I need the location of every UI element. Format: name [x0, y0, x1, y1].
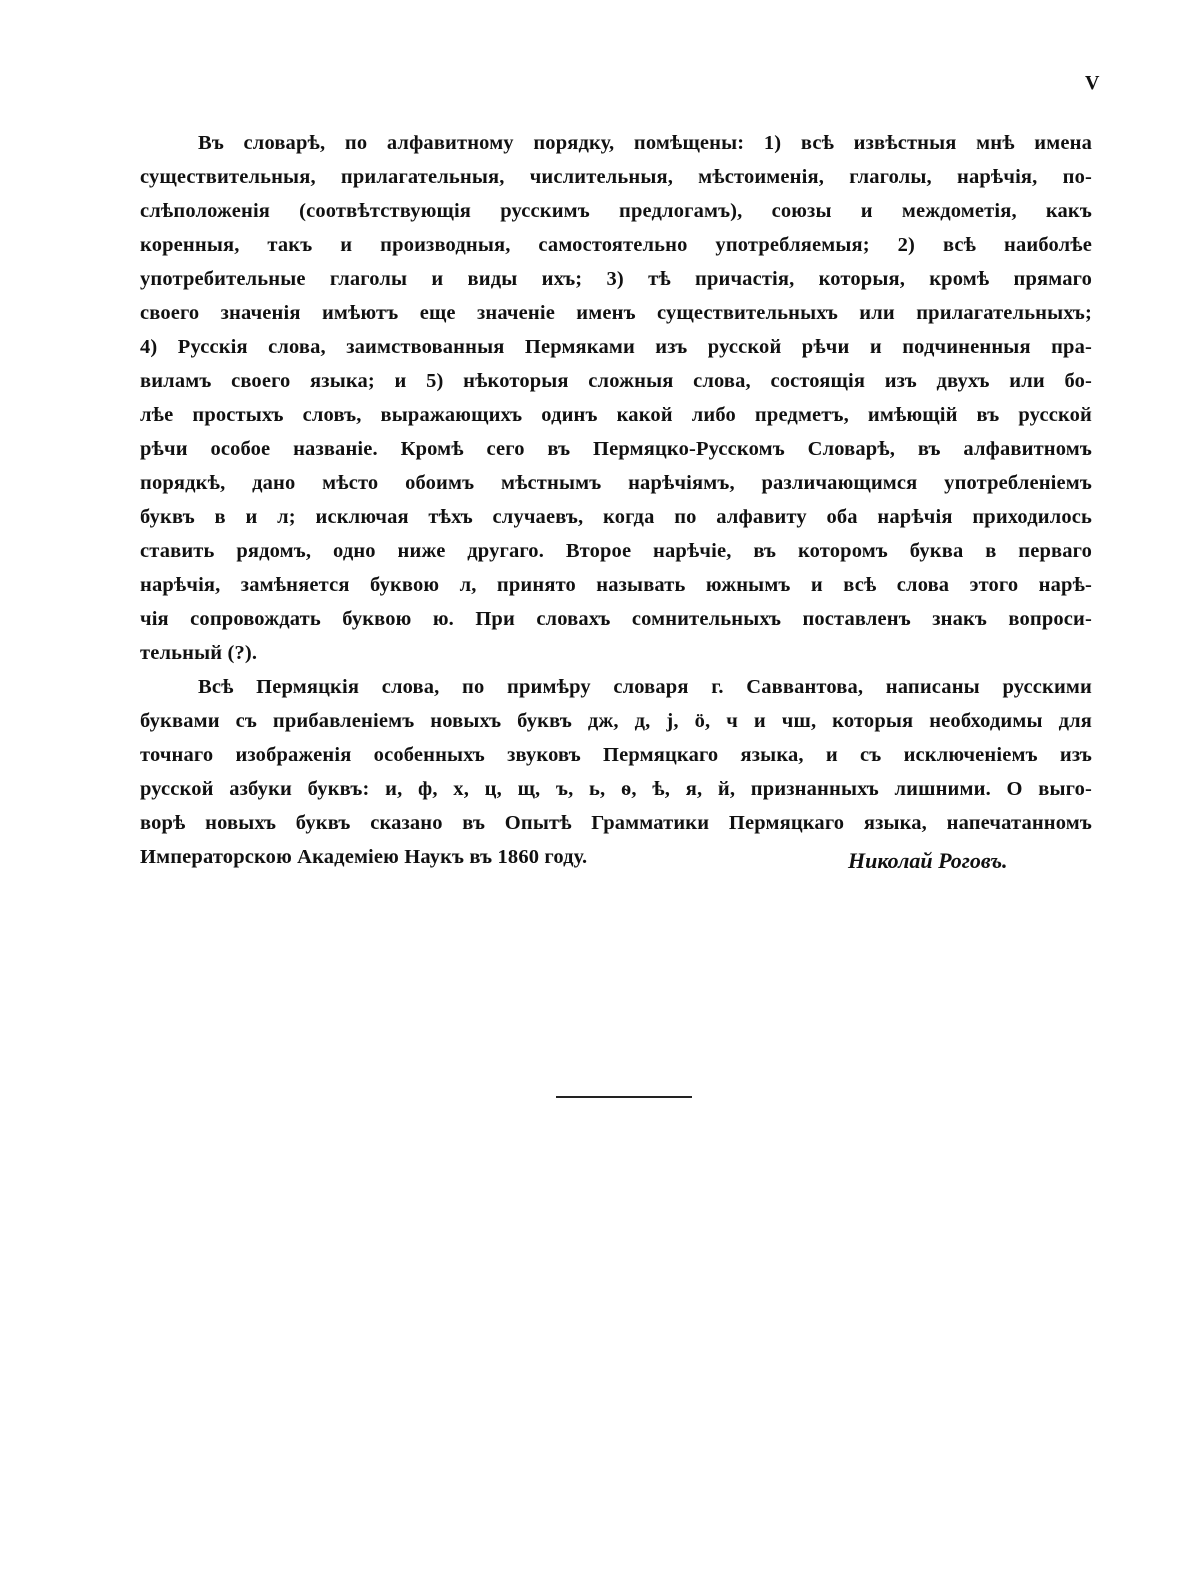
text-line: тельный (?). — [140, 642, 258, 664]
text-line: своего значенія имѣютъ еще значеніе именъ существительныхъ или прилагательныхъ; — [140, 302, 1092, 324]
text-line: 4) Русскія слова, заимствованныя Пермяками изъ русской рѣчи и подчиненныя пра- — [140, 336, 1092, 358]
text-line: Всѣ Пермяцкія слова, по примѣру словаря г. Саввантова, написаны русскими — [198, 676, 1092, 698]
text-line: употребительные глаголы и виды ихъ; 3) тѣ причастія, которыя, кромѣ прямаго — [140, 268, 1092, 290]
text-line: слѣположенія (соотвѣтствующія русскимъ предлогамъ), союзы и междометія, какъ — [140, 200, 1092, 222]
text-line: ставить рядомъ, одно ниже другаго. Второе нарѣчіе, въ которомъ буква в перваго — [140, 540, 1092, 562]
text-line: порядкѣ, дано мѣсто обоимъ мѣстнымъ нарѣчіямъ, различающимся употребленіемъ — [140, 472, 1092, 494]
text-line: ворѣ новыхъ буквъ сказано въ Опытѣ Грамматики Пермяцкаго языка, напечатанномъ — [140, 812, 1092, 834]
text-line: рѣчи особое названіе. Кромѣ сего въ Пермяцко-Русскомъ Словарѣ, въ алфавитномъ — [140, 438, 1092, 460]
text-line: русской азбуки буквъ: и, ф, х, ц, щ, ъ, ь, ѳ, ѣ, я, й, признанныхъ лишними. О выго- — [140, 778, 1092, 800]
text-line: коренныя, такъ и производныя, самостоятельно употребляемыя; 2) всѣ наиболѣе — [140, 234, 1092, 256]
text-line: буквъ в и л; исключая тѣхъ случаевъ, когда по алфавиту оба нарѣчія приходилось — [140, 506, 1092, 528]
text-line: чія сопровождать буквою ю. При словахъ сомнительныхъ поставленъ знакъ вопроси- — [140, 608, 1092, 630]
paragraph-1 — [140, 126, 1092, 670]
body-text — [140, 126, 1092, 874]
text-line: точнаго изображенія особенныхъ звуковъ Пермяцкаго языка, и съ исключеніемъ изъ — [140, 744, 1092, 766]
text-line: буквами съ прибавленіемъ новыхъ буквъ дж, д, j, ö, ч и чш, которыя необходимы для — [140, 710, 1092, 732]
text-line: Въ словарѣ, по алфавитному порядку, помѣщены: 1) всѣ извѣстныя мнѣ имена — [198, 132, 1092, 154]
text-line: существительныя, прилагательныя, числительныя, мѣстоименія, глаголы, нарѣчія, по- — [140, 166, 1092, 188]
author-signature: Николай Роговъ. — [848, 848, 1008, 873]
section-divider — [556, 1096, 692, 1098]
paragraph-2 — [140, 670, 1092, 874]
text-line: лѣе простыхъ словъ, выражающихъ одинъ какой либо предметъ, имѣющій въ русской — [140, 404, 1092, 426]
text-line: нарѣчія, замѣняется буквою л, принято называть южнымъ и всѣ слова этого нарѣ- — [140, 574, 1092, 596]
text-line: виламъ своего языка; и 5) нѣкоторыя сложныя слова, состоящія изъ двухъ или бо- — [140, 370, 1092, 392]
page-number: V — [1085, 72, 1100, 94]
text-line: Императорскою Академіею Наукъ въ 1860 году. — [140, 846, 588, 868]
